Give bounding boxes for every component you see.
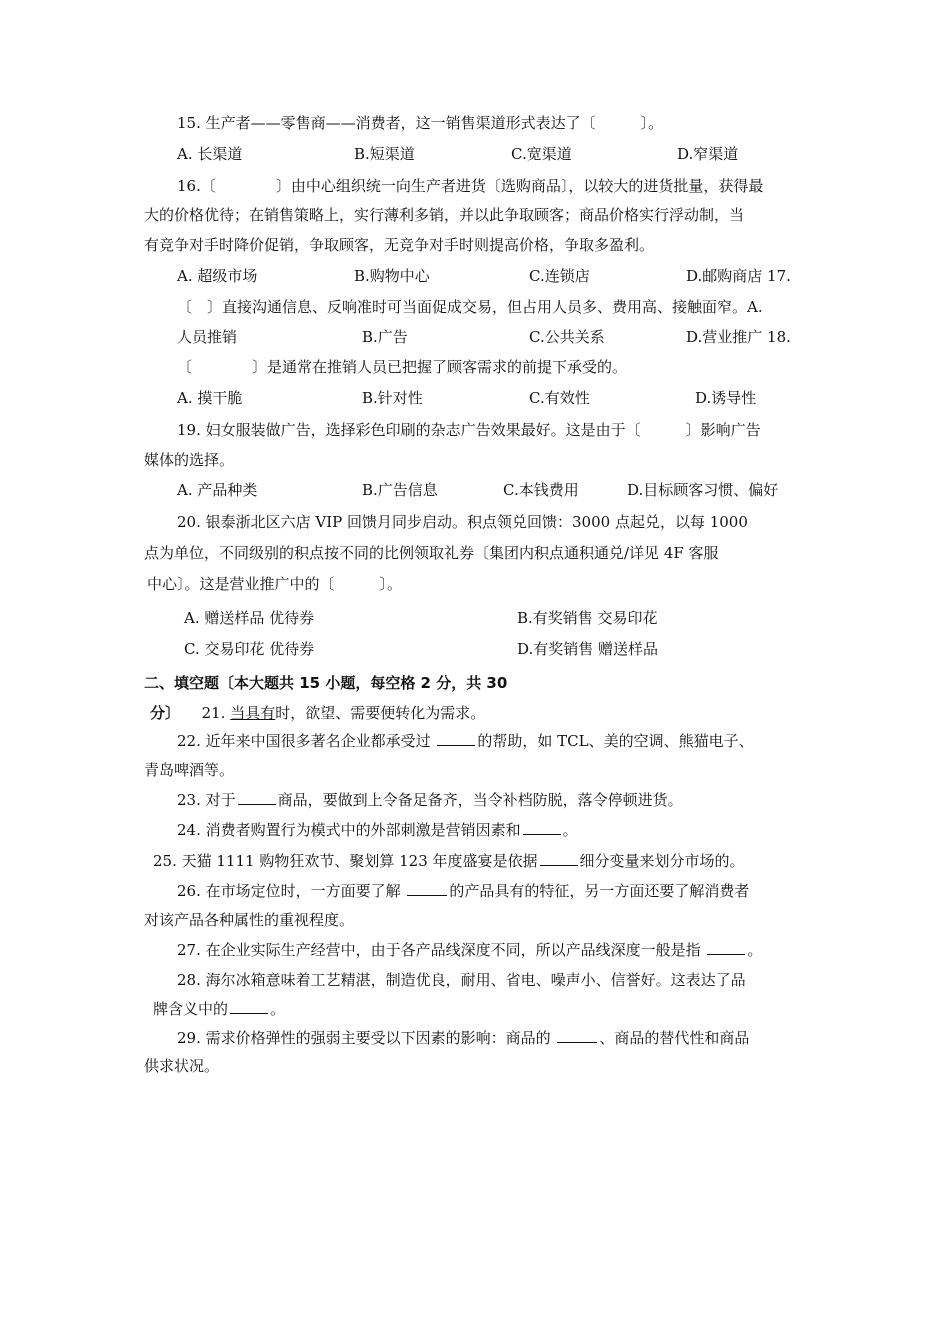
- question-22-suffix: 的帮助，如 TCL、美的空调、熊猫电子、: [477, 732, 754, 750]
- question-22-blank[interactable]: [437, 731, 475, 746]
- question-29-suffix: 、商品的替代性和商品: [599, 1029, 750, 1047]
- question-16-option-b: B.购物中心: [354, 267, 430, 285]
- question-24-prefix: 24. 消费者购置行为模式中的外部刺激是营销因素和: [177, 821, 521, 839]
- question-25-blank[interactable]: [540, 851, 578, 866]
- question-26: [177, 881, 749, 901]
- question-26-blank[interactable]: [407, 881, 447, 896]
- question-29: [177, 1028, 749, 1048]
- question-28-line-2: [153, 999, 285, 1019]
- question-27-prefix: 27. 在企业实际生产经营中，由于各产品线深度不同，所以产品线深度一般是指: [177, 941, 706, 959]
- question-20-option-d: D.有奖销售 赠送样品: [517, 640, 659, 658]
- question-21-prefix: 21.: [201, 704, 231, 722]
- question-15-option-d: D.窄渠道: [677, 145, 739, 163]
- question-22: [177, 731, 754, 751]
- question-18-option-a: A. 摸干脆: [177, 389, 243, 407]
- question-24-blank[interactable]: [523, 820, 561, 835]
- question-21-underlined: 当具有: [230, 704, 276, 722]
- question-16-option-a: A. 超级市场: [177, 267, 258, 285]
- section-2-heading-end: 分〕: [150, 704, 181, 722]
- question-17-option-a: 人员推销: [177, 328, 238, 346]
- question-22-line-2: 青岛啤酒等。: [144, 761, 235, 779]
- question-25: [153, 851, 745, 871]
- question-26-line-2: 对该产品各种属性的重视程度。: [144, 911, 355, 929]
- question-27: [177, 940, 762, 960]
- question-20-option-a: A. 赠送样品 优待券: [184, 609, 315, 627]
- question-25-suffix: 细分变量来划分市场的。: [579, 852, 745, 870]
- question-18-stem: 〔 〕是通常在推销人员已把握了顾客需求的前提下承受的。: [177, 358, 628, 376]
- question-17-option-b: B.广告: [362, 328, 408, 346]
- question-19-option-a: A. 产品种类: [177, 481, 258, 499]
- question-26-suffix: 的产品具有的特征，另一方面还要了解消费者: [449, 882, 750, 900]
- question-19-line-1: 19. 妇女服装做广告，选择彩色印刷的杂志广告效果最好。这是由于〔 〕影响广告: [177, 421, 761, 439]
- question-15-stem: 15. 生产者——零售商——消费者，这一销售渠道形式表达了〔 〕。: [177, 114, 664, 132]
- question-18-option-b: B.针对性: [362, 389, 423, 407]
- section-2-heading: 二、填空题〔本大题共 15 小题，每空格 2 分，共 30: [144, 674, 508, 692]
- question-27-blank[interactable]: [707, 940, 745, 955]
- question-16-option-c: C.连锁店: [529, 267, 590, 285]
- question-16-line-2: 大的价格优待；在销售策略上，实行薄利多销，并以此争取顾客；商品价格实行浮动制，当: [144, 206, 745, 224]
- question-18-option-d: D.诱导性: [695, 389, 757, 407]
- question-17-option-c: C.公共关系: [529, 328, 605, 346]
- question-29-line-2: 供求状况。: [144, 1057, 220, 1075]
- question-20-line-1: 20. 银泰浙北区六店 VIP 回馈月同步启动。积点领兑回馈：3000 点起兑，以每 1000: [177, 513, 748, 531]
- question-15-option-a: A. 长渠道: [177, 145, 243, 163]
- question-23-prefix: 23. 对于: [177, 791, 236, 809]
- question-16-line-1: 16.〔 〕由中心组织统一向生产者进货〔选购商品〕，以较大的进货批量，获得最: [177, 177, 764, 195]
- question-15-option-b: B.短渠道: [354, 145, 415, 163]
- question-23-suffix: 商品，要做到上令备足备齐，当令补档防脱，落令停顿进货。: [277, 791, 683, 809]
- question-21: [150, 703, 485, 723]
- question-29-prefix: 29. 需求价格弹性的强弱主要受以下因素的影响：商品的: [177, 1029, 556, 1047]
- question-27-suffix: 。: [747, 941, 763, 959]
- question-19-option-b: B.广告信息: [362, 481, 438, 499]
- question-20-line-2: 点为单位，不同级别的积点按不同的比例领取礼券〔集团内积点通积通兑/详见 4F 客服: [144, 544, 719, 562]
- question-22-prefix: 22. 近年来中国很多著名企业都承受过: [177, 732, 436, 750]
- question-28-prefix: 牌含义中的: [153, 1000, 229, 1018]
- question-26-prefix: 26. 在市场定位时，一方面要了解: [177, 882, 406, 900]
- question-17-stem: 〔 〕直接沟通信息、反响准时可当面促成交易，但占用人员多、费用高、接触面窄。A.: [177, 298, 763, 316]
- question-28-line-1: 28. 海尔冰箱意味着工艺精湛，制造优良，耐用、省电、噪声小、信誉好。这表达了品: [177, 971, 746, 989]
- question-24-suffix: 。: [562, 821, 578, 839]
- question-16-line-3: 有竞争对手时降价促销，争取顾客，无竞争对手时则提高价格，争取多盈利。: [144, 236, 655, 254]
- question-28-blank[interactable]: [230, 999, 268, 1014]
- question-28-suffix: 。: [270, 1000, 286, 1018]
- question-24: [177, 820, 578, 840]
- question-16-option-d: D.邮购商店 17.: [686, 267, 791, 285]
- question-19-option-c: C.本钱费用: [503, 481, 579, 499]
- question-21-suffix: 时，欲望、需要便转化为需求。: [275, 704, 486, 722]
- question-20-option-b: B.有奖销售 交易印花: [517, 609, 658, 627]
- question-19-line-2: 媒体的选择。: [144, 451, 235, 469]
- question-29-blank[interactable]: [557, 1028, 597, 1043]
- question-23: [177, 790, 683, 810]
- question-20-option-c: C. 交易印花 优待券: [184, 640, 315, 658]
- question-25-prefix: 25. 天猫 1111 购物狂欢节、聚划算 123 年度盛宴是依据: [153, 852, 538, 870]
- question-15-option-c: C.宽渠道: [511, 145, 572, 163]
- question-19-option-d: D.目标顾客习惯、偏好: [627, 481, 779, 499]
- question-17-option-d: D.营业推广 18.: [686, 328, 791, 346]
- question-18-option-c: C.有效性: [529, 389, 590, 407]
- question-23-blank[interactable]: [238, 790, 276, 805]
- question-20-line-3: 中心〕。这是营业推广中的〔 〕。: [147, 575, 403, 593]
